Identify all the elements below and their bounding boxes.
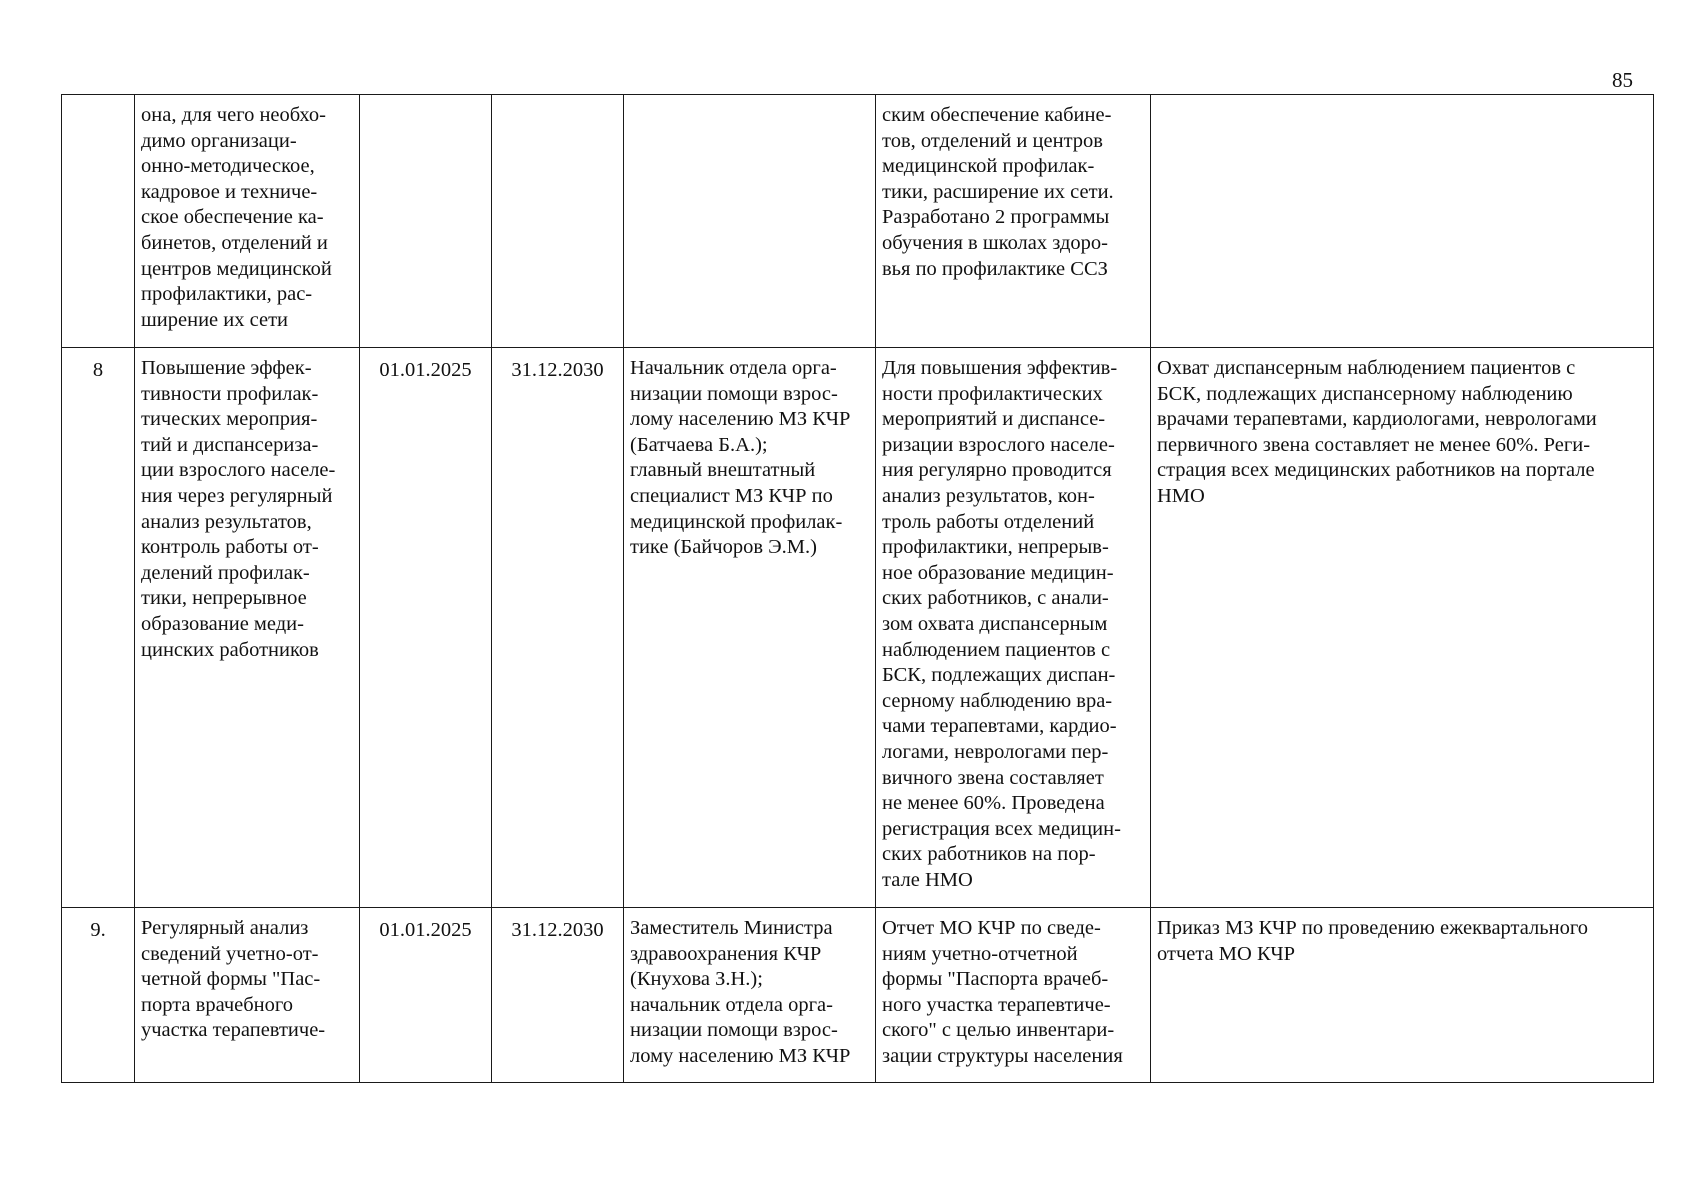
table-row: [62, 348, 1654, 908]
indicator-cell: Охват диспансерным наблюдением пациентов с БСК, подлежащих диспансерному наблюдению врачами терапевтами, кардиологами, неврологами первичного звена составляет не менее 60%. Реги- страция всех медицинских работников на портале НМО: [1151, 348, 1654, 908]
result-cell: ским обеспечение кабине- тов, отделений и центров медицинской профилак- тики, расширение их сети. Разработано 2 программы обучения в школах здоро- вья по профилактике ССЗ: [876, 95, 1151, 348]
table-row: [62, 908, 1654, 1083]
result-cell: Отчет МО КЧР по сведе- ниям учетно-отчетной формы "Паспорта врачеб- ного участка терапевтиче- ского" с целью инвентари- зации структуры населения: [876, 908, 1151, 1083]
responsible-cell: [624, 95, 876, 348]
page-number: 85: [1612, 68, 1633, 92]
indicator-cell: [1151, 95, 1654, 348]
result-cell: Для повышения эффектив- ности профилактических мероприятий и диспансе- ризации взрослого населе- ния регулярно проводится анализ результатов, кон- троль работы отделений профилактики, непрерыв- ное образование медицин- ских работников, с анали- зом охвата диспансерным наблюдением пациентов с БСК, подлежащих диспан- серному наблюдению вра- чами терапевтами, кардио- логами, неврологами пер- вичного звена составляет не менее 60%. Проведена регистрация всех медицин- ских работников на пор- тале НМО: [876, 348, 1151, 908]
row-number: 8: [62, 348, 135, 908]
start-date-cell: 01.01.2025: [360, 348, 492, 908]
start-date-cell: 01.01.2025: [360, 908, 492, 1083]
task-cell: Регулярный анализ сведений учетно-от- четной формы "Пас- порта врачебного участка терапевтиче-: [135, 908, 360, 1083]
end-date-cell: [492, 95, 624, 348]
start-date-cell: [360, 95, 492, 348]
indicator-cell: Приказ МЗ КЧР по проведению ежеквартального отчета МО КЧР: [1151, 908, 1654, 1083]
measures-table: [61, 94, 1654, 1083]
row-number: [62, 95, 135, 348]
task-cell: Повышение эффек- тивности профилак- тических мероприя- тий и диспансериза- ции взрослого населе- ния через регулярный анализ результатов, контроль работы от- делений профилак- тики, непрерывное образование меди- цинских работников: [135, 348, 360, 908]
task-cell: она, для чего необхо- димо организаци- онно-методическое, кадровое и техниче- ское обеспечение ка- бинетов, отделений и центров медицинской профилактики, рас- ширение их сети: [135, 95, 360, 348]
responsible-cell: Заместитель Министра здравоохранения КЧР (Кнухова З.Н.); начальник отдела орга- низации помощи взрос- лому населению МЗ КЧР: [624, 908, 876, 1083]
end-date-cell: 31.12.2030: [492, 908, 624, 1083]
table-row: [62, 95, 1654, 348]
end-date-cell: 31.12.2030: [492, 348, 624, 908]
row-number: 9.: [62, 908, 135, 1083]
responsible-cell: Начальник отдела орга- низации помощи взрос- лому населению МЗ КЧР (Батчаева Б.А.); главный внештатный специалист МЗ КЧР по медицинской профилак- тике (Байчоров Э.М.): [624, 348, 876, 908]
